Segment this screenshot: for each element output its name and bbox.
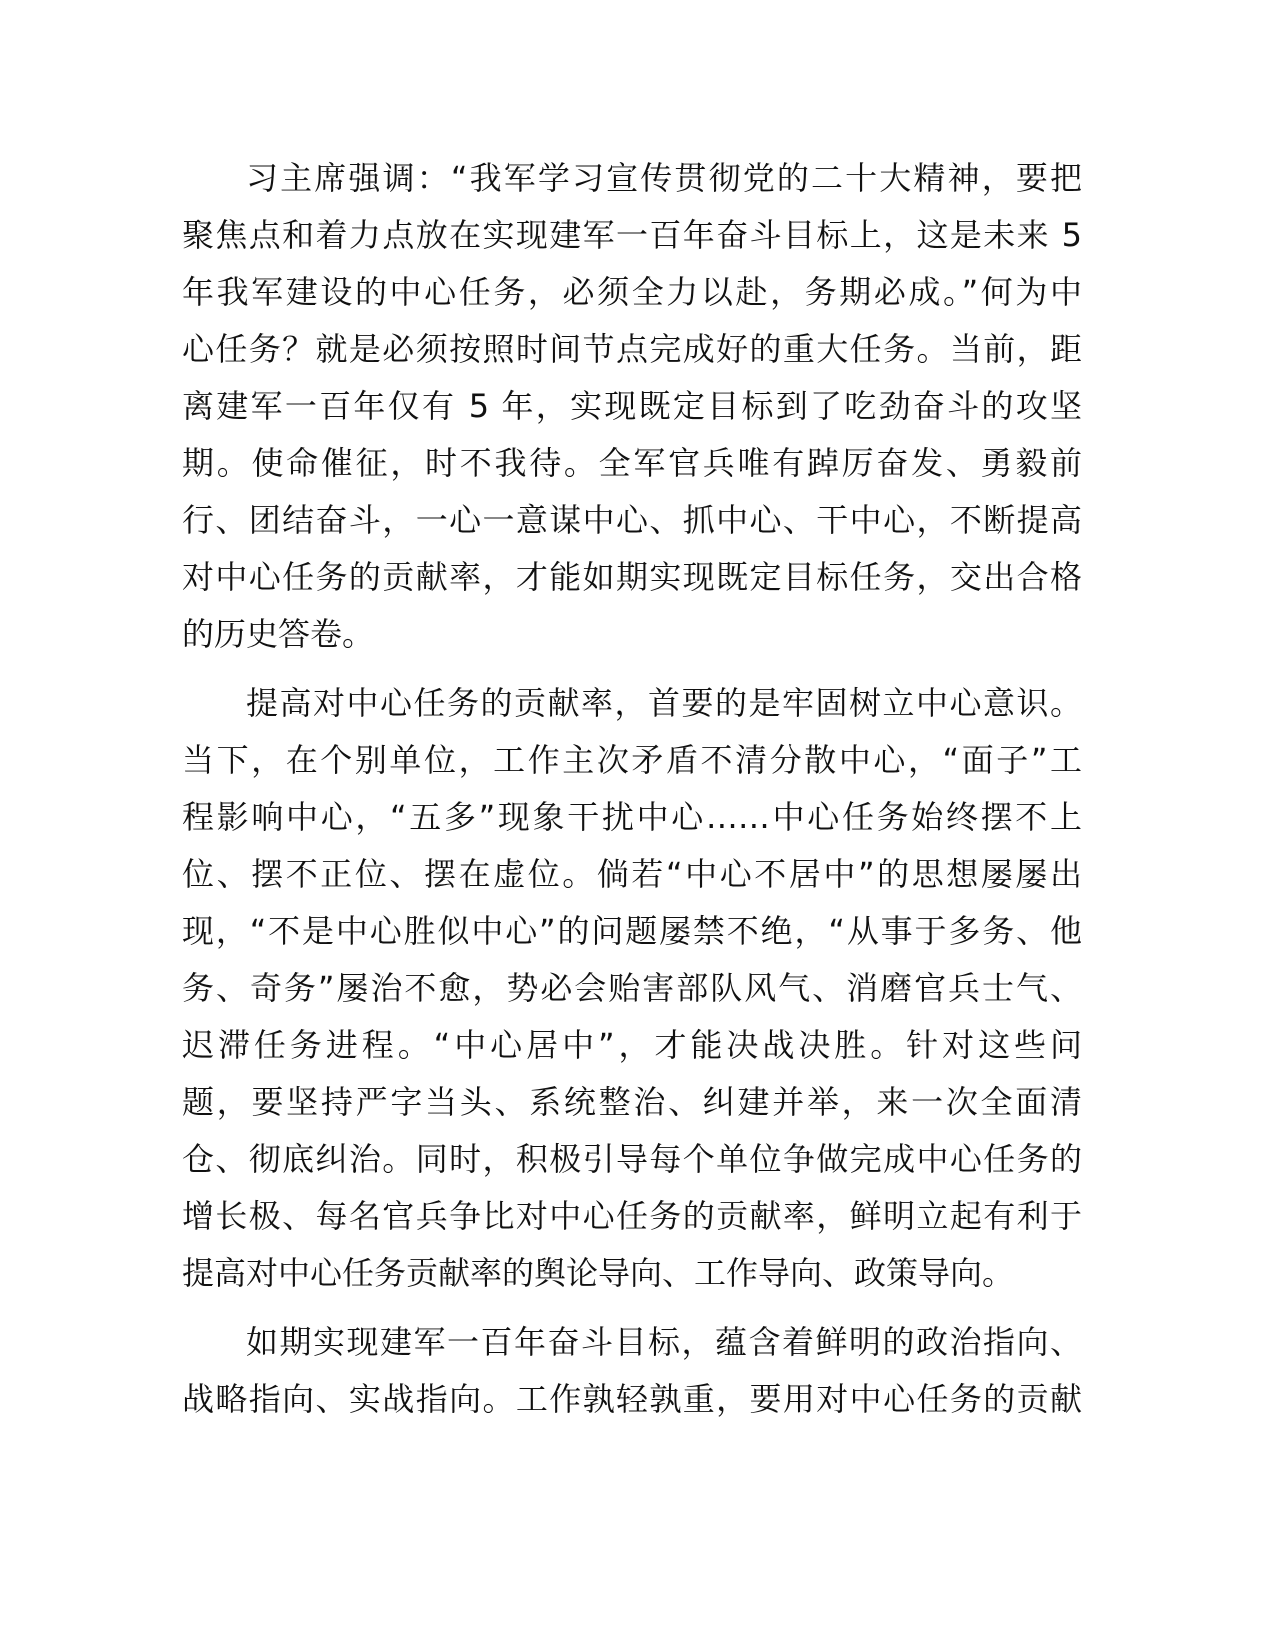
text-line: 现，“不是中心胜似中心”的问题屡禁不绝，“从事于多务、他 <box>182 912 1082 950</box>
text-line: 的历史答卷。 <box>182 615 375 653</box>
text-line: 题，要坚持严字当头、系统整治、纠建并举，来一次全面清 <box>182 1083 1082 1121</box>
text-line: 增长极、每名官兵争比对中心任务的贡献率，鲜明立起有利于 <box>182 1197 1082 1235</box>
text-line: 仓、彻底纠治。同时，积极引导每个单位争做完成中心任务的 <box>182 1140 1082 1178</box>
text-line: 如期实现建军一百年奋斗目标，蕴含着鲜明的政治指向、 <box>246 1323 1082 1361</box>
text-line: 习主席强调：“我军学习宣传贯彻党的二十大精神，要把 <box>246 159 1082 197</box>
text-line: 提高对中心任务贡献率的舆论导向、工作导向、政策导向。 <box>182 1254 1015 1292</box>
text-line: 年我军建设的中心任务，必须全力以赴，务期必成。”何为中 <box>182 273 1082 311</box>
text-line: 迟滞任务进程。“中心居中”，才能决战决胜。针对这些问 <box>182 1026 1082 1064</box>
text-line: 行、团结奋斗，一心一意谋中心、抓中心、干中心，不断提高 <box>182 501 1082 539</box>
document-body <box>182 150 1082 1440</box>
paragraph-2 <box>182 675 1082 1302</box>
text-line: 务、奇务”屡治不愈，势必会贻害部队风气、消磨官兵士气、 <box>182 969 1082 1007</box>
text-line: 期。使命催征，时不我待。全军官兵唯有踔厉奋发、勇毅前 <box>182 444 1082 482</box>
paragraph-3 <box>182 1314 1082 1428</box>
text-line: 聚焦点和着力点放在实现建军一百年奋斗目标上，这是未来 5 <box>182 216 1082 254</box>
text-line: 当下，在个别单位，工作主次矛盾不清分散中心，“面子”工 <box>182 741 1082 779</box>
text-line: 位、摆不正位、摆在虚位。倘若“中心不居中”的思想屡屡出 <box>182 855 1082 893</box>
text-line: 提高对中心任务的贡献率，首要的是牢固树立中心意识。 <box>246 684 1082 722</box>
paragraph-1 <box>182 150 1082 663</box>
text-line: 对中心任务的贡献率，才能如期实现既定目标任务，交出合格 <box>182 558 1082 596</box>
text-line: 战略指向、实战指向。工作孰轻孰重，要用对中心任务的贡献 <box>182 1380 1082 1418</box>
text-line: 程影响中心，“五多”现象干扰中心……中心任务始终摆不上 <box>182 798 1082 836</box>
text-line: 离建军一百年仅有 5 年，实现既定目标到了吃劲奋斗的攻坚 <box>182 387 1082 425</box>
text-line: 心任务？就是必须按照时间节点完成好的重大任务。当前，距 <box>182 330 1082 368</box>
